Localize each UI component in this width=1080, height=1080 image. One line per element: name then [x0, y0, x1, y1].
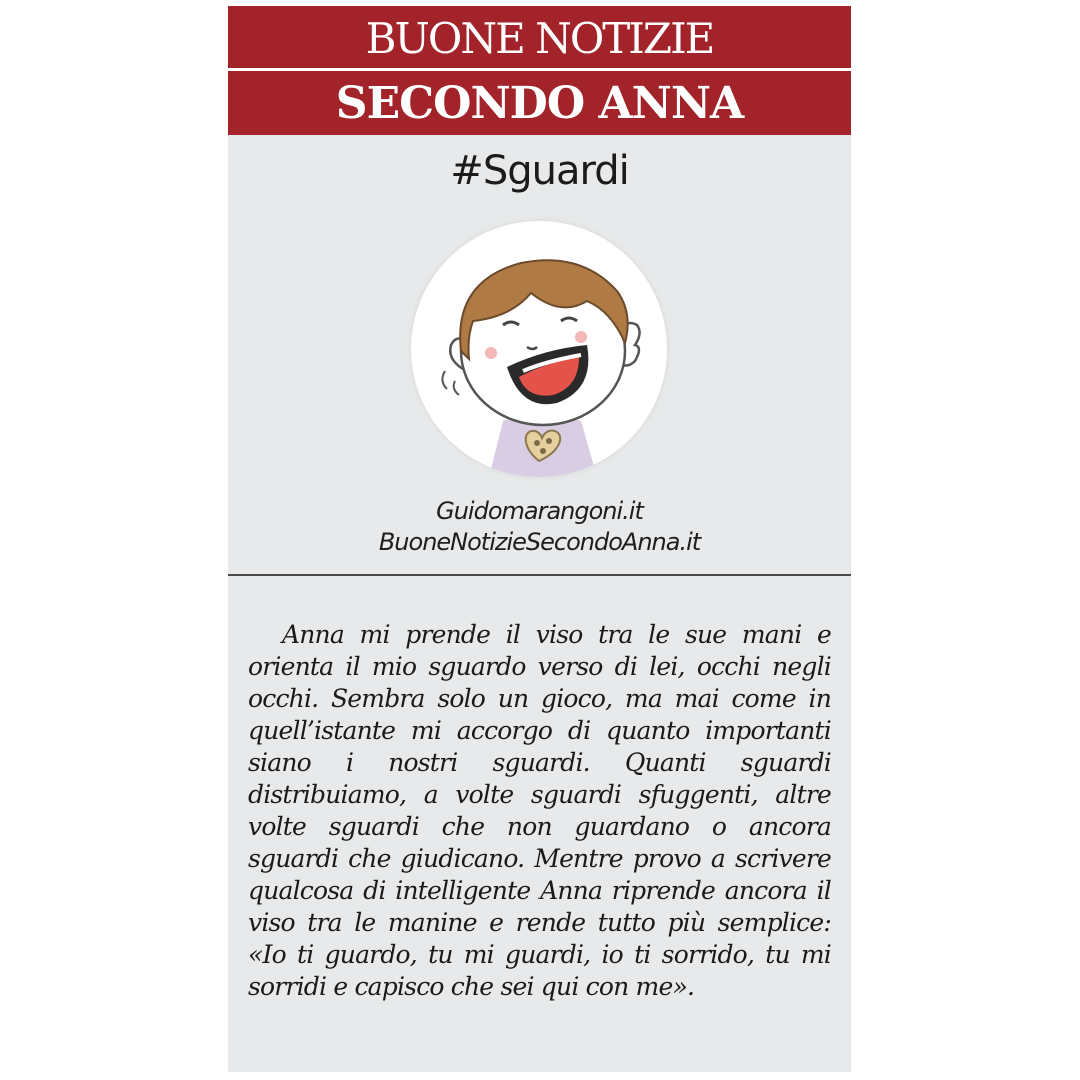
website-links — [228, 496, 851, 558]
smiling-child-illustration-icon — [411, 221, 667, 477]
article-body: Anna mi prende il viso tra le sue mani e orienta il mio sguardo verso di lei, occhi negli occhi. Sembra solo un gioco, ma mai come in quell’istante mi accorgo di quanto importanti siano i nostri sguardi. Quanti sguardi distribuiamo, a volte sguardi sfuggenti, altre volte sguardi che non guardano o ancora sguardi che giudicano. Mentre provo a scrivere qualcosa di intelligente Anna riprende ancora il viso tra le manine e rende tutto più semplice: «Io ti guardo, tu mi guardi, io ti sorrido, tu mi sorridi e capisco che sei qui con me». — [248, 620, 831, 1001]
header-title-line1: BUONE NOTIZIE — [228, 6, 851, 68]
article-column — [228, 6, 851, 1072]
header-title-line2: SECONDO ANNA — [228, 71, 851, 135]
avatar — [411, 221, 667, 477]
link-guidomarangoni[interactable]: Guidomarangoni.it — [436, 497, 643, 525]
hashtag-title: #Sguardi — [450, 148, 629, 194]
section-divider — [228, 574, 851, 576]
link-buonenotiziesecondoanna[interactable]: BuoneNotizieSecondoAnna.it — [378, 528, 701, 556]
